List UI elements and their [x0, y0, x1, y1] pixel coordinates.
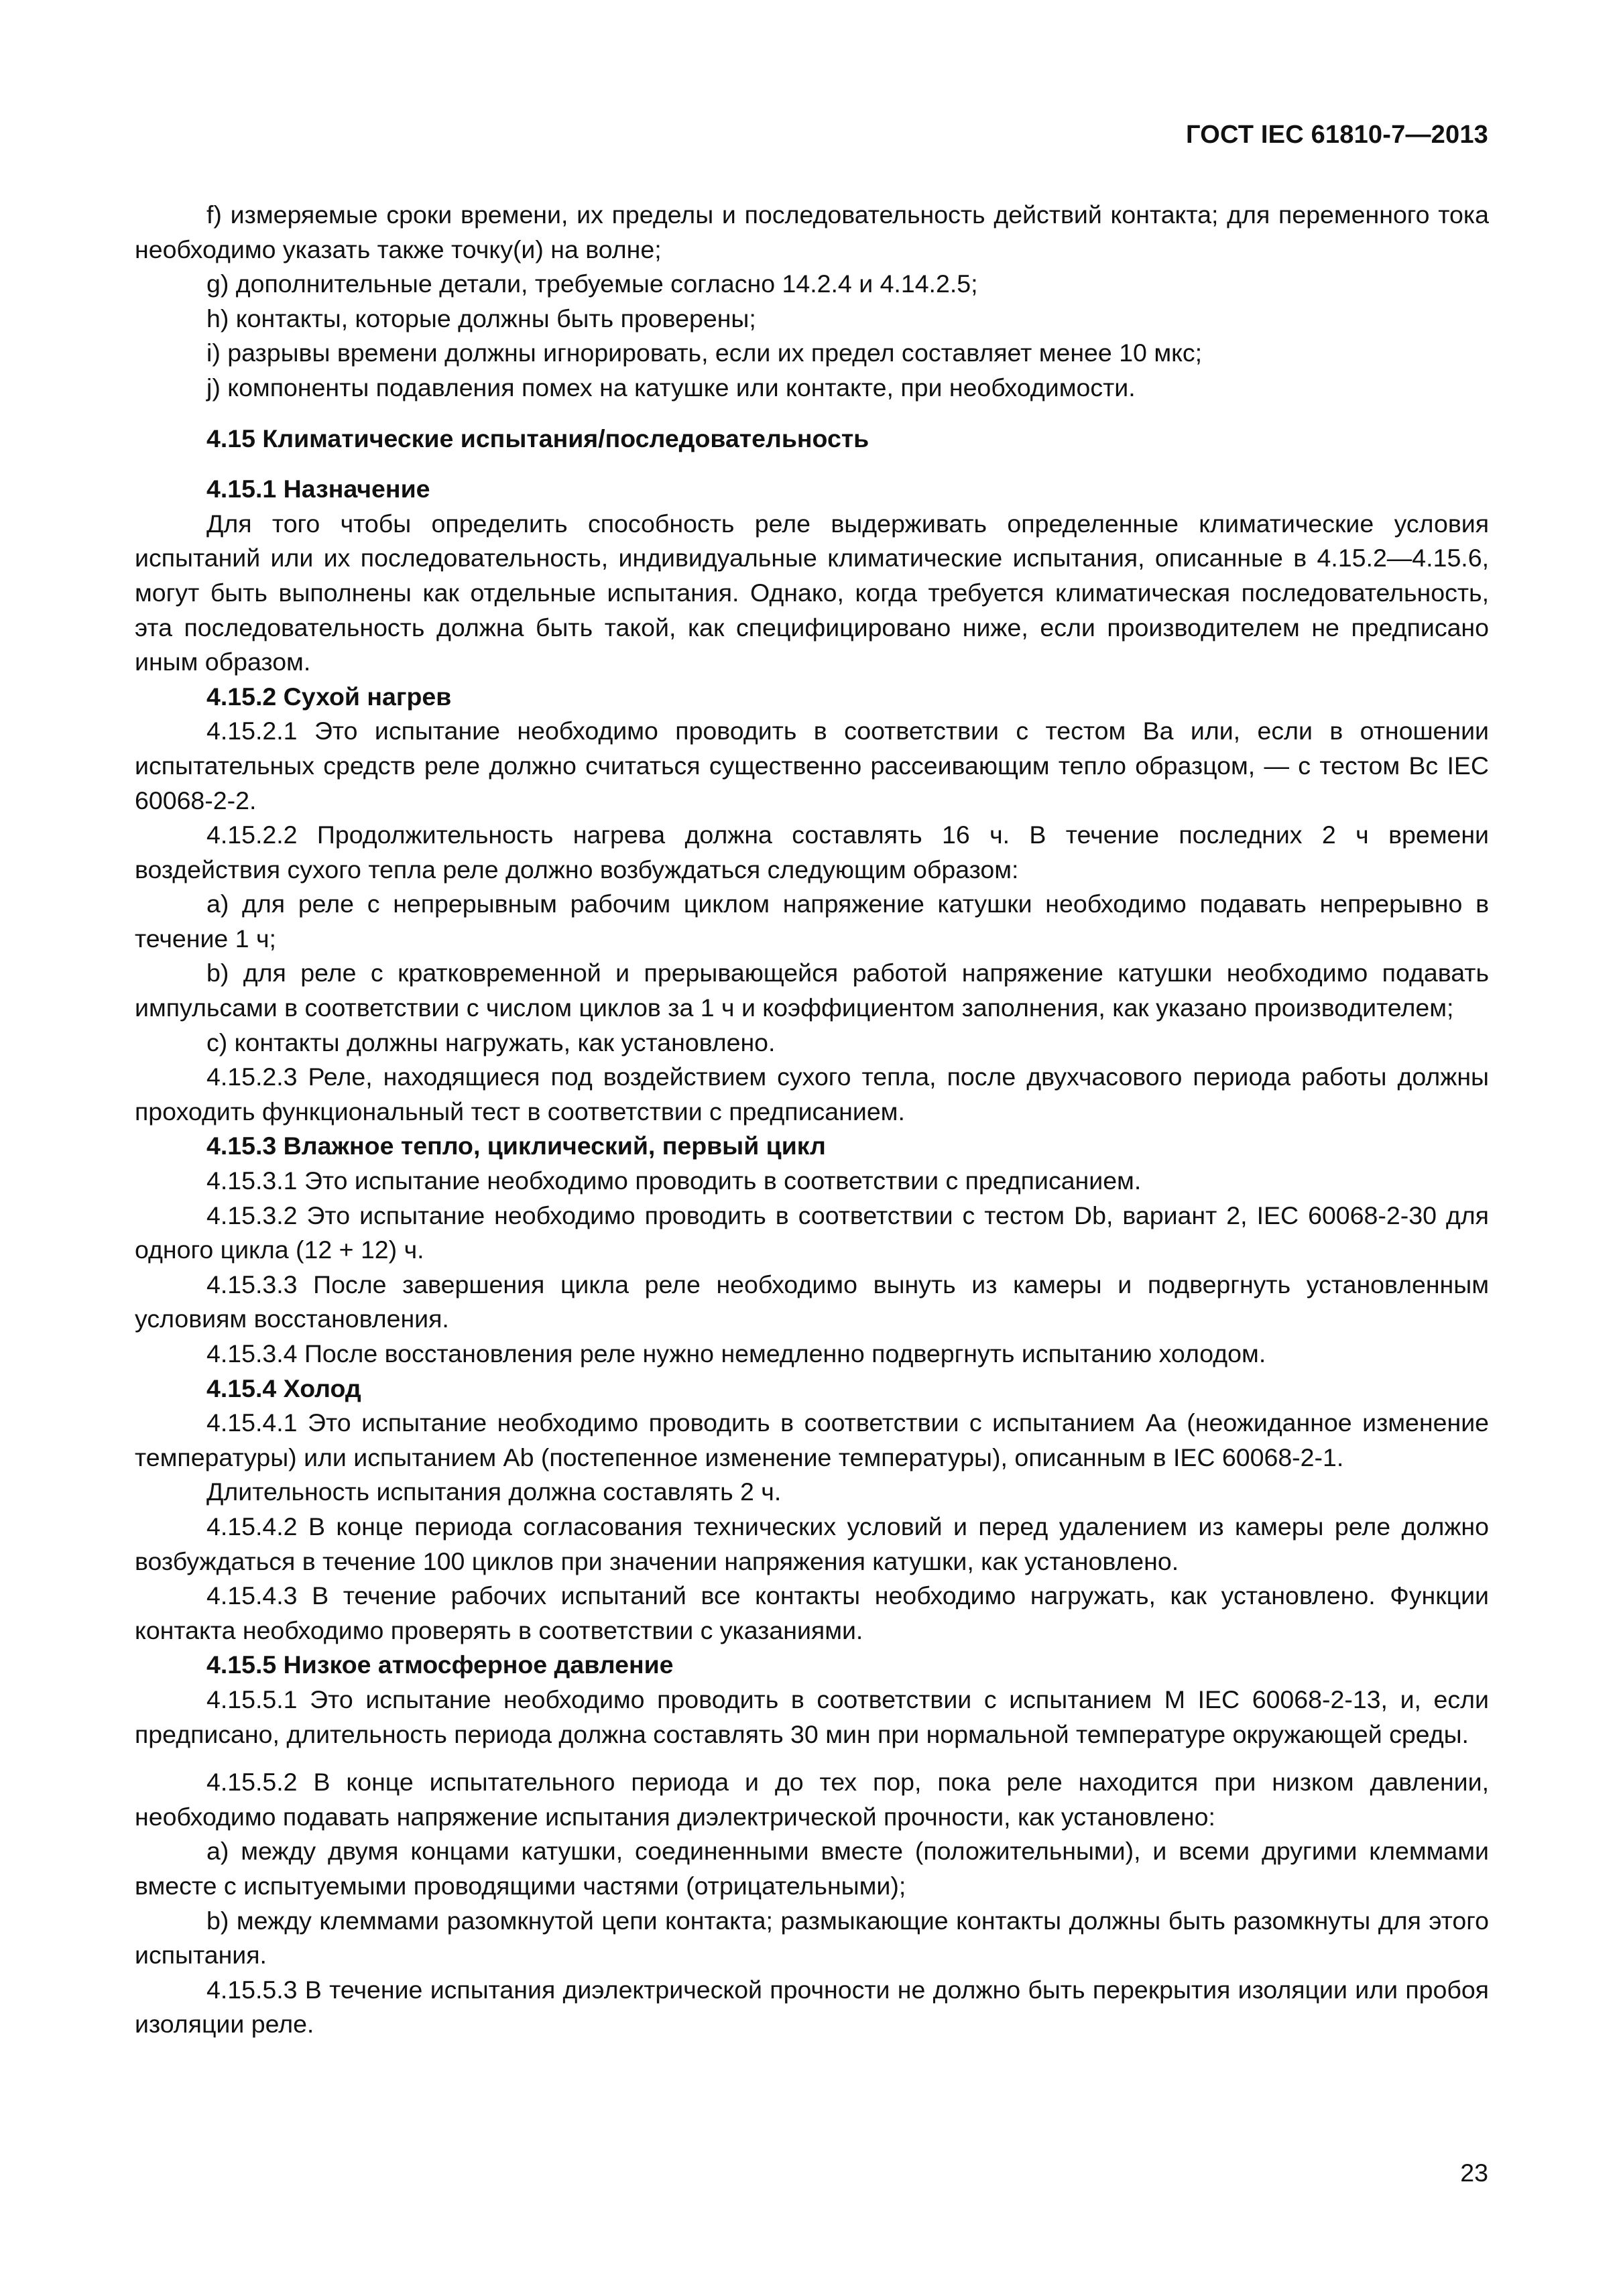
paragraph-4-15-3-3: 4.15.3.3 После завершения цикла реле необходимо вынуть из камеры и подвергнуть установленным условиям восстановления.: [135, 1270, 1489, 1333]
subsection-heading-4-15-5: 4.15.5 Низкое атмосферное давление: [206, 1650, 674, 1679]
list-item-g: g) дополнительные детали, требуемые согласно 14.2.4 и 4.14.2.5;: [206, 269, 978, 298]
paragraph-4-15-4-2: 4.15.4.2 В конце периода согласования технических условий и перед удалением из камеры реле должно возбуждаться в течение 100 циклов при значении напряжения катушки, как установлено.: [135, 1512, 1489, 1575]
subsection-heading-4-15-1: 4.15.1 Назначение: [206, 475, 430, 503]
paragraph-4-15-5-2: 4.15.5.2 В конце испытательного периода и до тех пор, пока реле находится при низком давлении, необходимо подавать напряжение испытания диэлектрической прочности, как установлено:: [135, 1768, 1489, 1831]
paragraph-4-15-1: Для того чтобы определить способность реле выдерживать определенные климатические условия испытаний или их последовательность, индивидуальные климатические испытания, описанные в 4.15.2—4.15.6, могут быть выполнены как отдельные испытания. Однако, когда требуется климатическая последовательность, эта последовательность должна быть такой, как специфицировано ниже, если производителем не предписано иным образом.: [135, 509, 1489, 676]
list-item-i: i) разрывы времени должны игнорировать, если их предел составляет менее 10 мкс;: [206, 339, 1203, 367]
subsection-heading-4-15-2: 4.15.2 Сухой нагрев: [206, 682, 452, 711]
paragraph-4-15-5-1: 4.15.5.1 Это испытание необходимо проводить в соответствии с испытанием М IEC 60068-2-13, и, если предписано, длительность периода должна составлять 30 мин при нормальной температуре окружающей среды.: [135, 1685, 1489, 1748]
paragraph-4-15-4-1-duration: Длительность испытания должна составлять 2 ч.: [206, 1477, 782, 1506]
list-item-a-2: а) между двумя концами катушки, соединенными вместе (положительными), и всеми другими клеммами вместе с испытуемыми проводящими частями (отрицательными);: [135, 1837, 1489, 1900]
list-item-j: j) компоненты подавления помех на катушке или контакте, при необходимости.: [206, 373, 1136, 402]
list-item-b-2: b) между клеммами разомкнутой цепи контакта; размыкающие контакты должны быть разомкнуты для этого испытания.: [135, 1906, 1489, 1970]
list-item-c: с) контакты должны нагружать, как установлено.: [206, 1028, 776, 1056]
list-item-h: h) контакты, которые должны быть проверены;: [206, 304, 756, 333]
subsection-heading-4-15-4: 4.15.4 Холод: [206, 1374, 361, 1402]
paragraph-4-15-4-1: 4.15.4.1 Это испытание необходимо проводить в соответствии с испытанием Аа (неожиданное изменение температуры) или испытанием Ab (постепенное изменение температуры), описанным в IEC 60068-2-1.: [135, 1408, 1489, 1471]
section-heading-4-15: 4.15 Климатические испытания/последовательность: [206, 424, 869, 452]
paragraph-4-15-3-4: 4.15.3.4 После восстановления реле нужно немедленно подвергнуть испытанию холодом.: [206, 1339, 1266, 1368]
paragraph-4-15-3-2: 4.15.3.2 Это испытание необходимо проводить в соответствии с тестом Db, вариант 2, IEC 60068-2-30 для одного цикла (12 + 12) ч.: [135, 1201, 1489, 1264]
list-item-b: b) для реле с кратковременной и прерывающейся работой напряжение катушки необходимо подавать импульсами в соответствии с числом циклов за 1 ч и коэффициентом заполнения, как указано производителем;: [135, 959, 1489, 1022]
paragraph-4-15-2-1: 4.15.2.1 Это испытание необходимо проводить в соответствии с тестом Ва или, если в отношении испытательных средств реле должно считаться существенно рассеивающим тепло образцом, — с тестом Вс IEC 60068-2-2.: [135, 717, 1489, 814]
document-body: [135, 198, 1489, 2042]
paragraph-4-15-2-3: 4.15.2.3 Реле, находящиеся под воздействием сухого тепла, после двухчасового периода работы должны проходить функциональный тест в соответствии с предписанием.: [135, 1063, 1489, 1126]
paragraph-4-15-3-1: 4.15.3.1 Это испытание необходимо проводить в соответствии с предписанием.: [206, 1166, 1142, 1195]
paragraph-4-15-2-2: 4.15.2.2 Продолжительность нагрева должна составлять 16 ч. В течение последних 2 ч времени воздействия сухого тепла реле должно возбуждаться следующим образом:: [135, 821, 1489, 884]
paragraph-4-15-4-3: 4.15.4.3 В течение рабочих испытаний все контакты необходимо нагружать, как установлено. Функции контакта необходимо проверять в соответствии с указаниями.: [135, 1581, 1489, 1644]
subsection-heading-4-15-3: 4.15.3 Влажное тепло, циклический, первый цикл: [206, 1132, 826, 1160]
list-item-f: f) измеряемые сроки времени, их пределы и последовательность действий контакта; для переменного тока необходимо указать также точку(и) на волне;: [135, 200, 1489, 263]
paragraph-4-15-5-3: 4.15.5.3 В течение испытания диэлектрической прочности не должно быть перекрытия изоляции или пробоя изоляции реле.: [135, 1975, 1489, 2039]
page-number: 23: [1460, 2159, 1488, 2187]
document-code-header: ГОСТ IEC 61810-7—2013: [1186, 121, 1488, 149]
list-item-a: а) для реле с непрерывным рабочим циклом напряжение катушки необходимо подавать непрерывно в течение 1 ч;: [135, 890, 1489, 953]
